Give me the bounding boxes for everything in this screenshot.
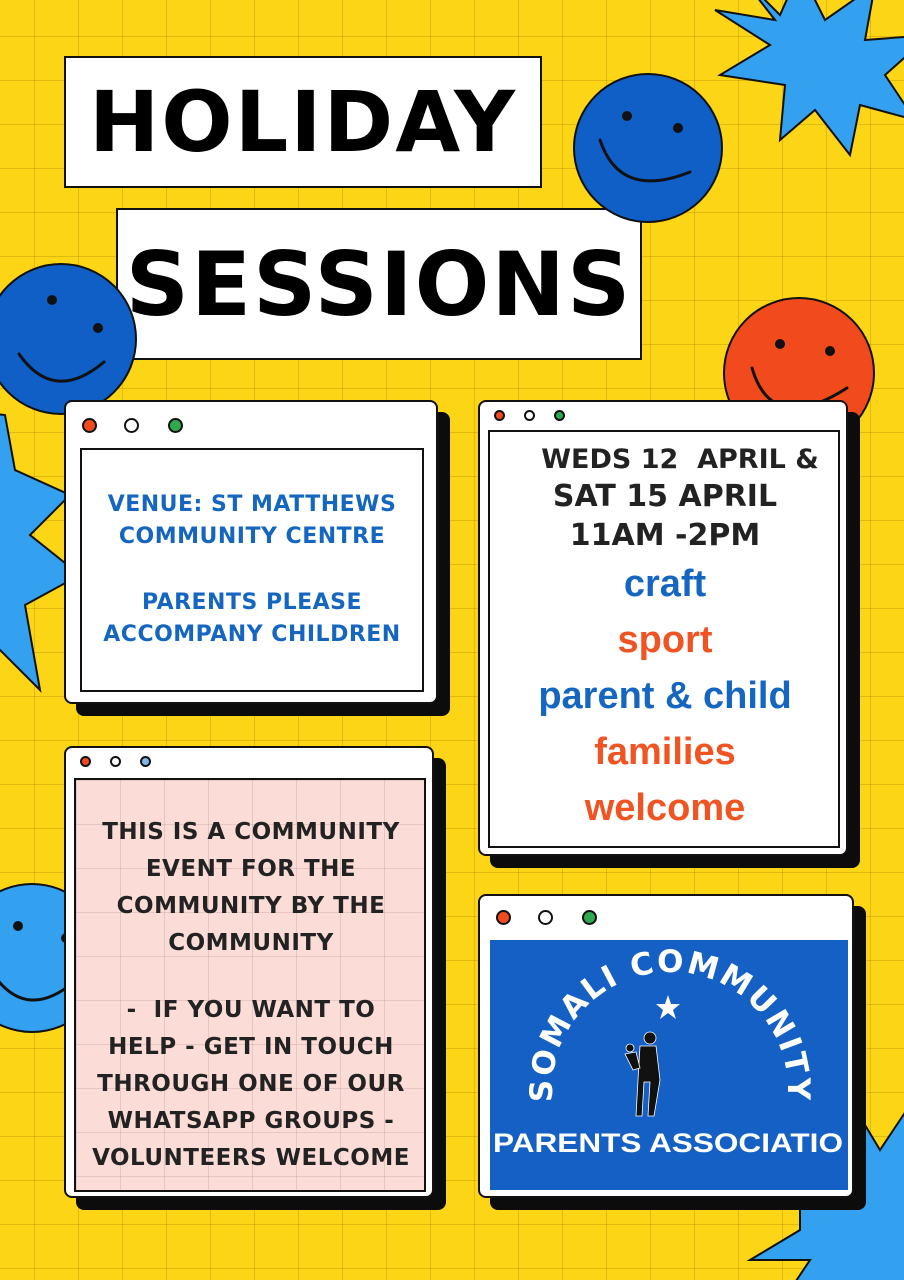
note-line-1: PARENTS PLEASE bbox=[141, 590, 363, 615]
star-icon bbox=[656, 995, 680, 1019]
activity-parent-child: parent & child bbox=[538, 675, 792, 717]
community-line: WHATSAPP GROUPS - bbox=[107, 1108, 395, 1134]
community-line: - IF YOU WANT TO bbox=[126, 997, 376, 1023]
window-dot-red-icon bbox=[80, 756, 91, 767]
schedule-card bbox=[478, 400, 848, 856]
date-line-2: SAT 15 APRIL bbox=[552, 479, 778, 514]
window-dot-red-icon bbox=[82, 418, 97, 433]
window-dot-green-icon bbox=[554, 410, 565, 421]
community-line: THROUGH ONE OF OUR bbox=[97, 1071, 405, 1097]
logo-bottom-text: PARENTS ASSOCIATIO bbox=[493, 1128, 843, 1158]
smiley-face-icon bbox=[572, 72, 724, 224]
community-line: COMMUNITY bbox=[168, 930, 334, 956]
activity-families: families bbox=[594, 731, 736, 773]
title-holiday-box bbox=[64, 56, 542, 188]
venue-line-1: VENUE: ST MATTHEWS bbox=[107, 492, 397, 517]
title-line-sessions: SESSIONS bbox=[125, 232, 633, 336]
starburst-top-right-icon bbox=[700, 0, 904, 170]
association-logo bbox=[490, 940, 848, 1190]
logo-emblem bbox=[490, 940, 848, 1190]
window-dot-green-icon bbox=[168, 418, 183, 433]
window-dot-red-icon bbox=[494, 410, 505, 421]
logo-arc-text bbox=[524, 944, 816, 1102]
community-line: EVENT FOR THE bbox=[145, 856, 357, 882]
logo-card bbox=[478, 894, 854, 1198]
window-dot-blue-icon bbox=[140, 756, 151, 767]
logo-arc-text-path: SOMALI COMMUNITY bbox=[523, 943, 817, 1103]
community-card bbox=[64, 746, 434, 1198]
community-text bbox=[66, 814, 436, 1177]
venue-card-content bbox=[80, 448, 424, 692]
activity-sport: sport bbox=[617, 619, 713, 661]
note-line-2: ACCOMPANY CHILDREN bbox=[103, 622, 401, 647]
window-dot-red-icon bbox=[496, 910, 511, 925]
community-line: HELP - GET IN TOUCH bbox=[108, 1034, 394, 1060]
title-sessions-box bbox=[116, 208, 642, 360]
community-line: VOLUNTEERS WELCOME bbox=[92, 1145, 410, 1171]
title-line-holiday: HOLIDAY bbox=[88, 73, 517, 171]
schedule-text bbox=[480, 442, 850, 836]
window-dot-white-icon bbox=[124, 418, 139, 433]
community-line: COMMUNITY BY THE bbox=[116, 893, 386, 919]
window-dot-green-icon bbox=[582, 910, 597, 925]
community-line: THIS IS A COMMUNITY bbox=[102, 819, 400, 845]
parent-child-figure-icon bbox=[625, 1032, 660, 1116]
window-dot-white-icon bbox=[524, 410, 535, 421]
window-dot-white-icon bbox=[110, 756, 121, 767]
smiley-face-icon bbox=[0, 262, 138, 416]
venue-card bbox=[64, 400, 438, 704]
window-dot-white-icon bbox=[538, 910, 553, 925]
time-line: 11AM -2PM bbox=[569, 518, 761, 553]
venue-line-2: COMMUNITY CENTRE bbox=[118, 524, 386, 549]
activity-welcome: welcome bbox=[584, 787, 746, 829]
date-line-1: WEDS 12 APRIL & bbox=[541, 444, 819, 475]
activity-craft: craft bbox=[623, 563, 707, 605]
